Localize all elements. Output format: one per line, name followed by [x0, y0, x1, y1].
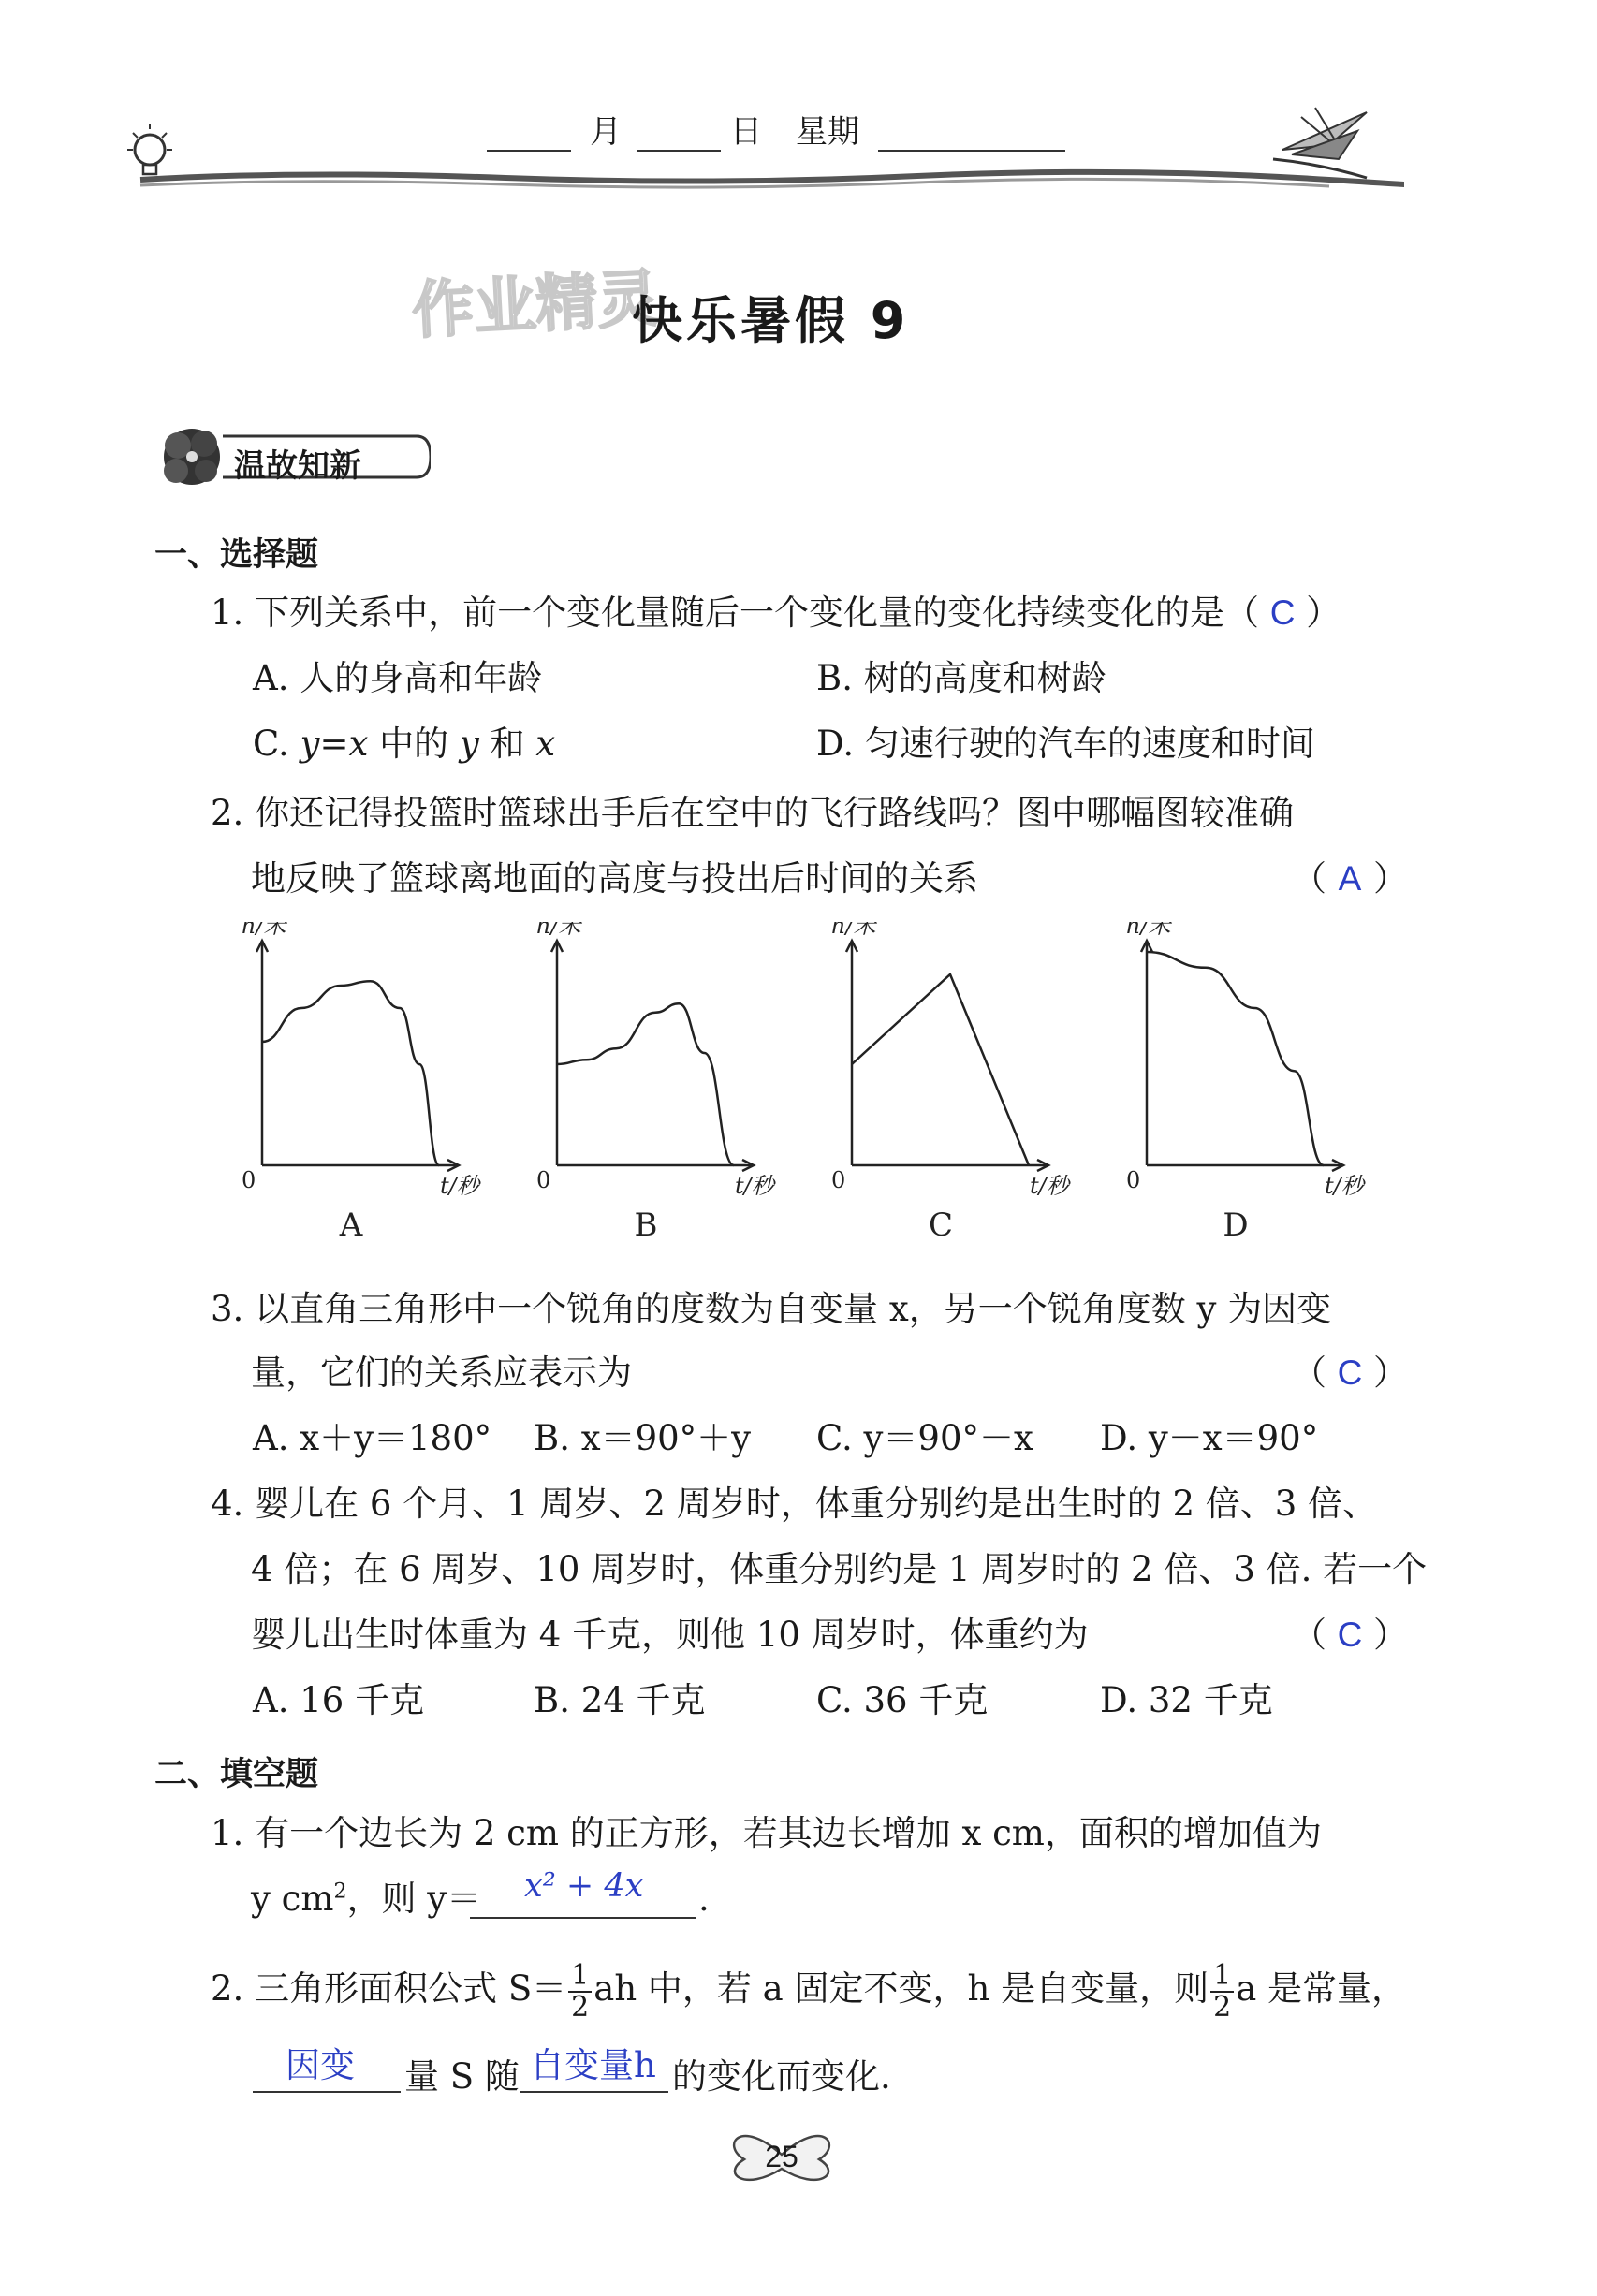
fraction-denominator-2: 2: [1213, 1990, 1232, 2024]
watermark: 作业精灵: [410, 262, 662, 347]
fill-q2-answer2: 自变量h: [530, 2045, 656, 2085]
flower-icon: [1273, 108, 1367, 178]
q1-stem: [211, 592, 1341, 633]
q4-bracket: [1292, 1615, 1408, 1655]
weekday-blank[interactable]: [878, 148, 1065, 152]
weekday-label: 星期: [796, 113, 859, 151]
q1-c-text: 中的: [379, 724, 449, 764]
q3-line1: 3. 以直角三角形中一个锐角的度数为自变量 x，另一个锐角度数 y 为因变: [211, 1289, 1332, 1329]
q4-open: （: [1292, 1615, 1326, 1655]
chart-a-origin: 0: [242, 1167, 256, 1193]
fraction-numerator: 1: [568, 1961, 592, 1993]
chart-a-ylabel: h/米: [242, 922, 286, 939]
fraction-numerator-2: 1: [1210, 1961, 1234, 1993]
q1-c-x: x: [348, 724, 369, 764]
q1-c-and: 和: [490, 724, 525, 764]
fill-q2-blank2[interactable]: [520, 2089, 668, 2093]
chart-d-ylabel: h/米: [1126, 922, 1171, 939]
q1-option-d: D. 匀速行驶的汽车的速度和时间: [816, 724, 1315, 764]
fill-q1-line1: 1. 有一个边长为 2 cm 的正方形，若其边长增加 x cm，面积的增加值为: [211, 1813, 1322, 1853]
section-fill-title: 二、填空题: [154, 1756, 319, 1793]
chart-d-caption: D: [1223, 1206, 1249, 1244]
month-blank[interactable]: [487, 148, 571, 152]
fill-q2-line1: [211, 1956, 1406, 2022]
fill-q1-answer: x² + 4x: [524, 1867, 644, 1905]
q2-charts: [234, 922, 1395, 1264]
chart-c-ylabel: h/米: [831, 922, 876, 939]
page-number-badge: [721, 2117, 842, 2192]
chart-a-caption: A: [339, 1206, 363, 1244]
q2-line2: 地反映了篮球离地面的高度与投出后时间的关系: [251, 858, 978, 899]
q4-line1: 4. 婴儿在 6 个月、1 周岁、2 周岁时，体重分别约是出生时的 2 倍、3 倍、: [211, 1484, 1378, 1524]
q1-c-prefix: C.: [253, 724, 289, 764]
q4-option-d: D. 32 千克: [1100, 1680, 1273, 1720]
fill-q1-blank[interactable]: [470, 1915, 696, 1919]
chart-b-xlabel: t/秒: [735, 1173, 774, 1199]
q1-option-a: A. 人的身高和年龄: [253, 658, 543, 698]
chart-group: [234, 922, 1395, 1264]
fill-q2-part2: ah 中，若 a 固定不变，h 是自变量，则: [593, 1968, 1209, 2009]
q2-bracket: [1292, 858, 1408, 899]
fraction-half-2: [1210, 1961, 1234, 2022]
hibiscus-icon: [164, 429, 220, 485]
fill-q1-line2: [251, 1879, 482, 1919]
q1-stem-text: 1. 下列关系中，前一个变化量随后一个变化量的变化持续变化的是（: [211, 592, 1260, 633]
page-header: [112, 94, 1404, 197]
day-blank[interactable]: [637, 148, 721, 152]
banner-label: 温故知新: [234, 447, 361, 485]
fill-q1-sup: 2: [333, 1879, 347, 1904]
page-title: 快乐暑假 9: [632, 291, 910, 350]
q4-option-a: A. 16 千克: [253, 1680, 425, 1720]
q1-c-y2: y: [459, 724, 479, 764]
chart-a-xlabel: t/秒: [440, 1173, 479, 1199]
chart-c-curve: [852, 974, 1029, 1165]
q3-bracket: [1292, 1353, 1408, 1393]
q2-answer: A: [1338, 859, 1362, 898]
q3-option-c: C. y＝90°－x: [816, 1418, 1033, 1458]
q3-line2: 量，它们的关系应表示为: [251, 1353, 632, 1393]
fraction-denominator: 2: [571, 1990, 590, 2024]
q1-option-b: B. 树的高度和树龄: [816, 658, 1106, 698]
chart-d-origin: 0: [1126, 1167, 1141, 1193]
fill-q2-answer1: 因变: [286, 2045, 355, 2085]
q3-close: ）: [1373, 1353, 1408, 1393]
q1-c-x2: x: [535, 724, 556, 764]
q4-close: ）: [1373, 1615, 1408, 1655]
day-label: 日: [730, 113, 762, 151]
q1-answer: C: [1269, 593, 1296, 632]
chart-b-origin: 0: [536, 1167, 551, 1193]
chart-c-xlabel: t/秒: [1030, 1173, 1069, 1199]
review-banner: [150, 419, 431, 494]
q2-open: （: [1292, 858, 1326, 899]
q4-line2: 4 倍；在 6 周岁、10 周岁时，体重分别约是 1 周岁时的 2 倍、3 倍. 若一个: [251, 1549, 1428, 1589]
fill-q2-blank1[interactable]: [253, 2089, 401, 2093]
q3-answer: C: [1337, 1353, 1363, 1392]
fill-q2-mid: 量 S 随: [404, 2056, 520, 2097]
q3-open: （: [1292, 1353, 1326, 1393]
fill-q2-part1: 2. 三角形面积公式 S＝: [211, 1968, 567, 2009]
q1-close: ）: [1306, 592, 1341, 633]
fraction-half: [568, 1961, 592, 2022]
chart-b-caption: B: [634, 1206, 658, 1244]
fill-q1-end: .: [698, 1879, 710, 1919]
section-choice-title: 一、选择题: [154, 536, 319, 574]
fill-q2-part3: a 是常量，: [1236, 1968, 1407, 2009]
lightbulb-icon: [127, 124, 172, 174]
q4-option-b: B. 24 千克: [534, 1680, 706, 1720]
q1-option-c: [253, 724, 556, 764]
chart-b-curve: [557, 1003, 734, 1165]
q1-c-eq: =: [319, 724, 349, 764]
q4-line3: 婴儿出生时体重为 4 千克，则他 10 周岁时，体重约为: [251, 1615, 1089, 1655]
month-label: 月: [590, 113, 622, 151]
q3-option-d: D. y－x＝90°: [1100, 1418, 1319, 1458]
chart-d-xlabel: t/秒: [1325, 1173, 1364, 1199]
q2-line1: 2. 你还记得投篮时篮球出手后在空中的飞行路线吗？图中哪幅图较准确: [211, 793, 1295, 833]
q4-answer: C: [1337, 1616, 1363, 1654]
page-number: 25: [765, 2140, 798, 2173]
q4-option-c: C. 36 千克: [816, 1680, 989, 1720]
fill-q1-y-cm: y cm: [251, 1879, 334, 1919]
q3-option-a: A. x＋y＝180°: [253, 1418, 492, 1458]
q2-close: ）: [1373, 858, 1408, 899]
chart-a-curve: [262, 981, 439, 1165]
chart-c-caption: C: [928, 1206, 954, 1244]
chart-b-ylabel: h/米: [536, 922, 581, 939]
fill-q1-eq: ，则 y＝: [346, 1879, 482, 1919]
q1-c-y: y: [300, 724, 320, 764]
q3-option-b: B. x＝90°＋y: [534, 1418, 752, 1458]
fill-q2-end: 的变化而变化.: [672, 2056, 891, 2097]
chart-d-curve: [1147, 952, 1324, 1165]
chart-c-origin: 0: [831, 1167, 846, 1193]
